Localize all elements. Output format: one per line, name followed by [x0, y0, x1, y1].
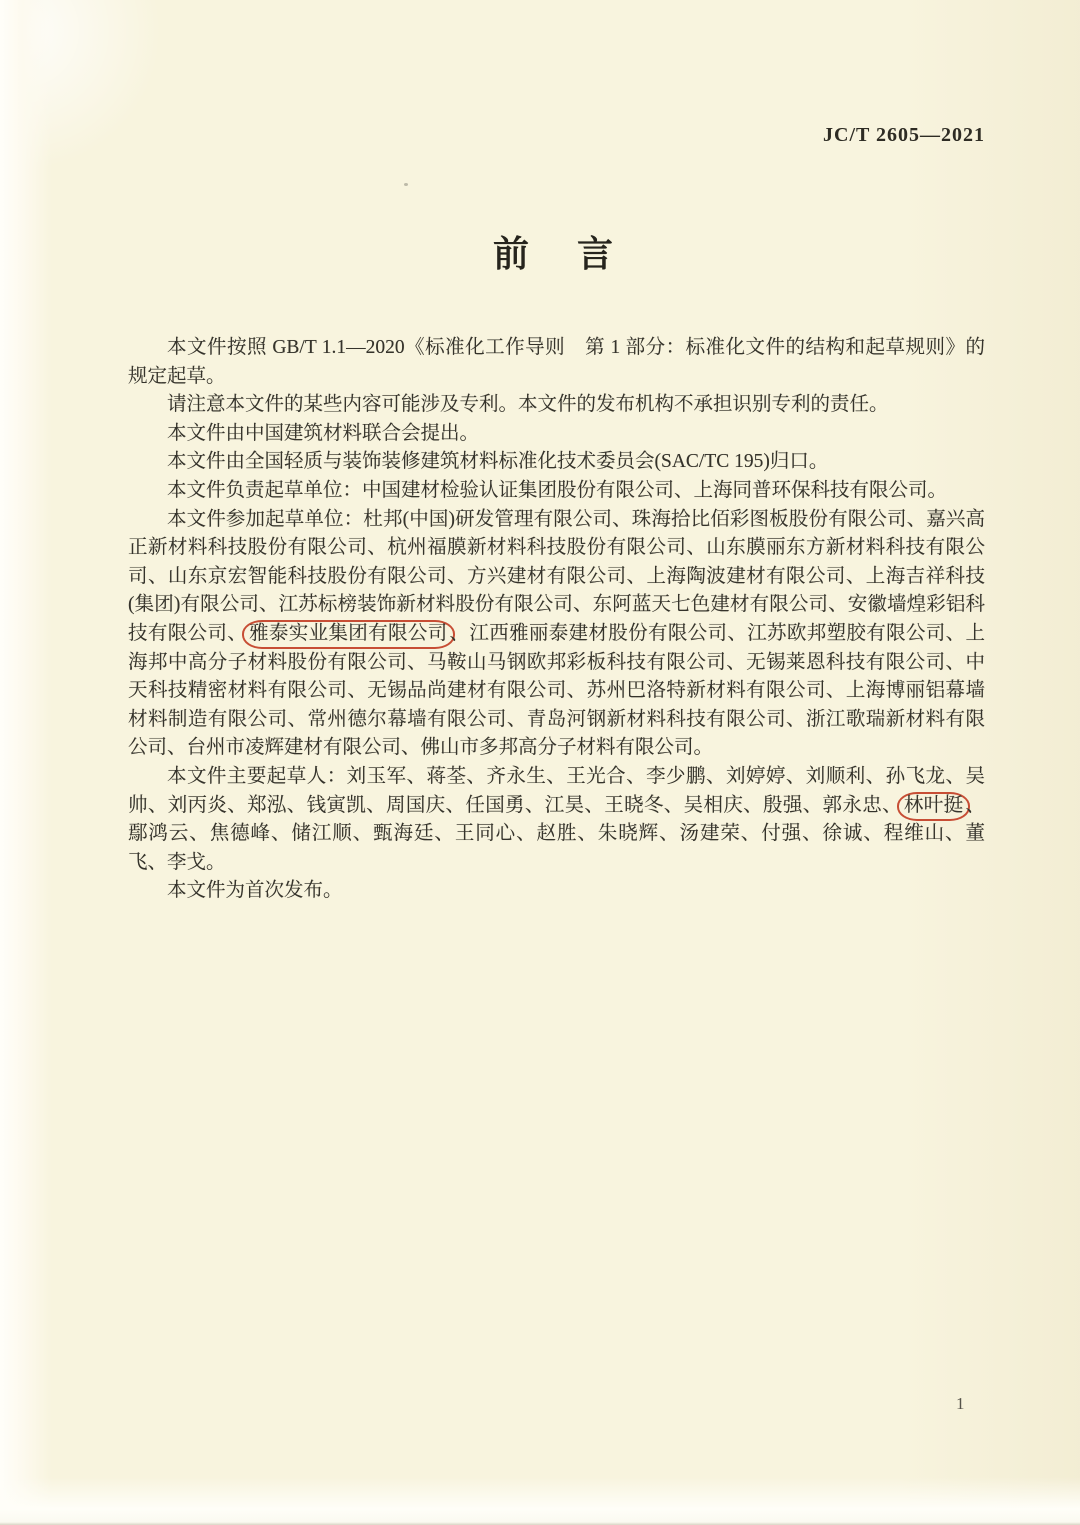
standard-number-header: JC/T 2605—2021: [823, 124, 985, 146]
foreword-paragraphs: [128, 334, 985, 906]
paragraph: [128, 477, 985, 506]
paragraph: [128, 448, 985, 477]
paragraph-text: 本文件负责起草单位：中国建材检验认证集团股份有限公司、上海同普环保科技有限公司。: [167, 479, 948, 501]
paragraph: [128, 334, 985, 391]
red-circle-annotation: 林叶挺: [897, 792, 971, 821]
paragraph-text: 本文件为首次发布。: [167, 880, 343, 902]
paragraph: [128, 391, 985, 420]
paragraph-text: 本文件由全国轻质与装饰装修建筑材料标准化技术委员会(SAC/TC 195)归口。: [167, 451, 829, 473]
page-title: 前 言: [492, 233, 619, 274]
paragraph-text: 、鄢鸿云、焦德峰、储江顺、甄海廷、王同心、赵胜、朱晓辉、汤建荣、付强、徐诚、程维山、董飞、李戈。: [128, 794, 985, 873]
scan-speck: [404, 183, 408, 186]
paragraph-text: 本文件由中国建筑材料联合会提出。: [167, 422, 480, 444]
paragraph-text: 、江西雅丽泰建材股份有限公司、江苏欧邦塑胶有限公司、上海邦中高分子材料股份有限公司、马鞍山马钢欧邦彩板科技有限公司、无锡莱恩科技有限公司、中天科技精密材料有限公司、无锡品尚建材有限公司、苏州巴洛特新材料有限公司、上海博丽铝幕墙材料制造有限公司、常州德尔幕墙有限公司、青岛河钢新材料科技有限公司、浙江歌瑞新材料有限公司、台州市凌辉建材有限公司、佛山市多邦高分子材料有限公司。: [128, 622, 985, 759]
paragraph: [128, 763, 985, 877]
paragraph-text: 本文件按照 GB/T 1.1—2020《标准化工作导则 第 1 部分：标准化文件的结构和起草规则》的规定起草。: [128, 337, 985, 387]
paragraph-text: 请注意本文件的某些内容可能涉及专利。本文件的发布机构不承担识别专利的责任。: [167, 394, 889, 416]
page-number: 1: [956, 1394, 965, 1413]
paragraph-text: 本文件主要起草人：刘玉军、蒋荃、齐永生、王光合、李少鹏、刘婷婷、刘顺利、孙飞龙、吴帅、刘丙炎、郑泓、钱寅凯、周国庆、任国勇、江昊、王晓冬、吴相庆、殷强、郭永忠、: [128, 765, 985, 816]
paragraph: [128, 506, 985, 763]
paragraph: [128, 877, 985, 906]
paragraph: [128, 420, 985, 449]
paragraph-text: 本文件参加起草单位：杜邦(中国)研发管理有限公司、珠海拾比佰彩图板股份有限公司、嘉兴高正新材料科技股份有限公司、杭州福膜新材料科技股份有限公司、山东膜丽东方新材料科技有限公司、山东京宏智能科技股份有限公司、方兴建材有限公司、上海陶波建材有限公司、上海吉祥科技(集团)有限公司、江苏标榜装饰新材料股份有限公司、东阿蓝天七色建材有限公司、安徽墙煌彩铝科技有限公司、: [128, 508, 985, 644]
red-circle-annotation: 雅泰实业集团有限公司: [242, 620, 454, 649]
